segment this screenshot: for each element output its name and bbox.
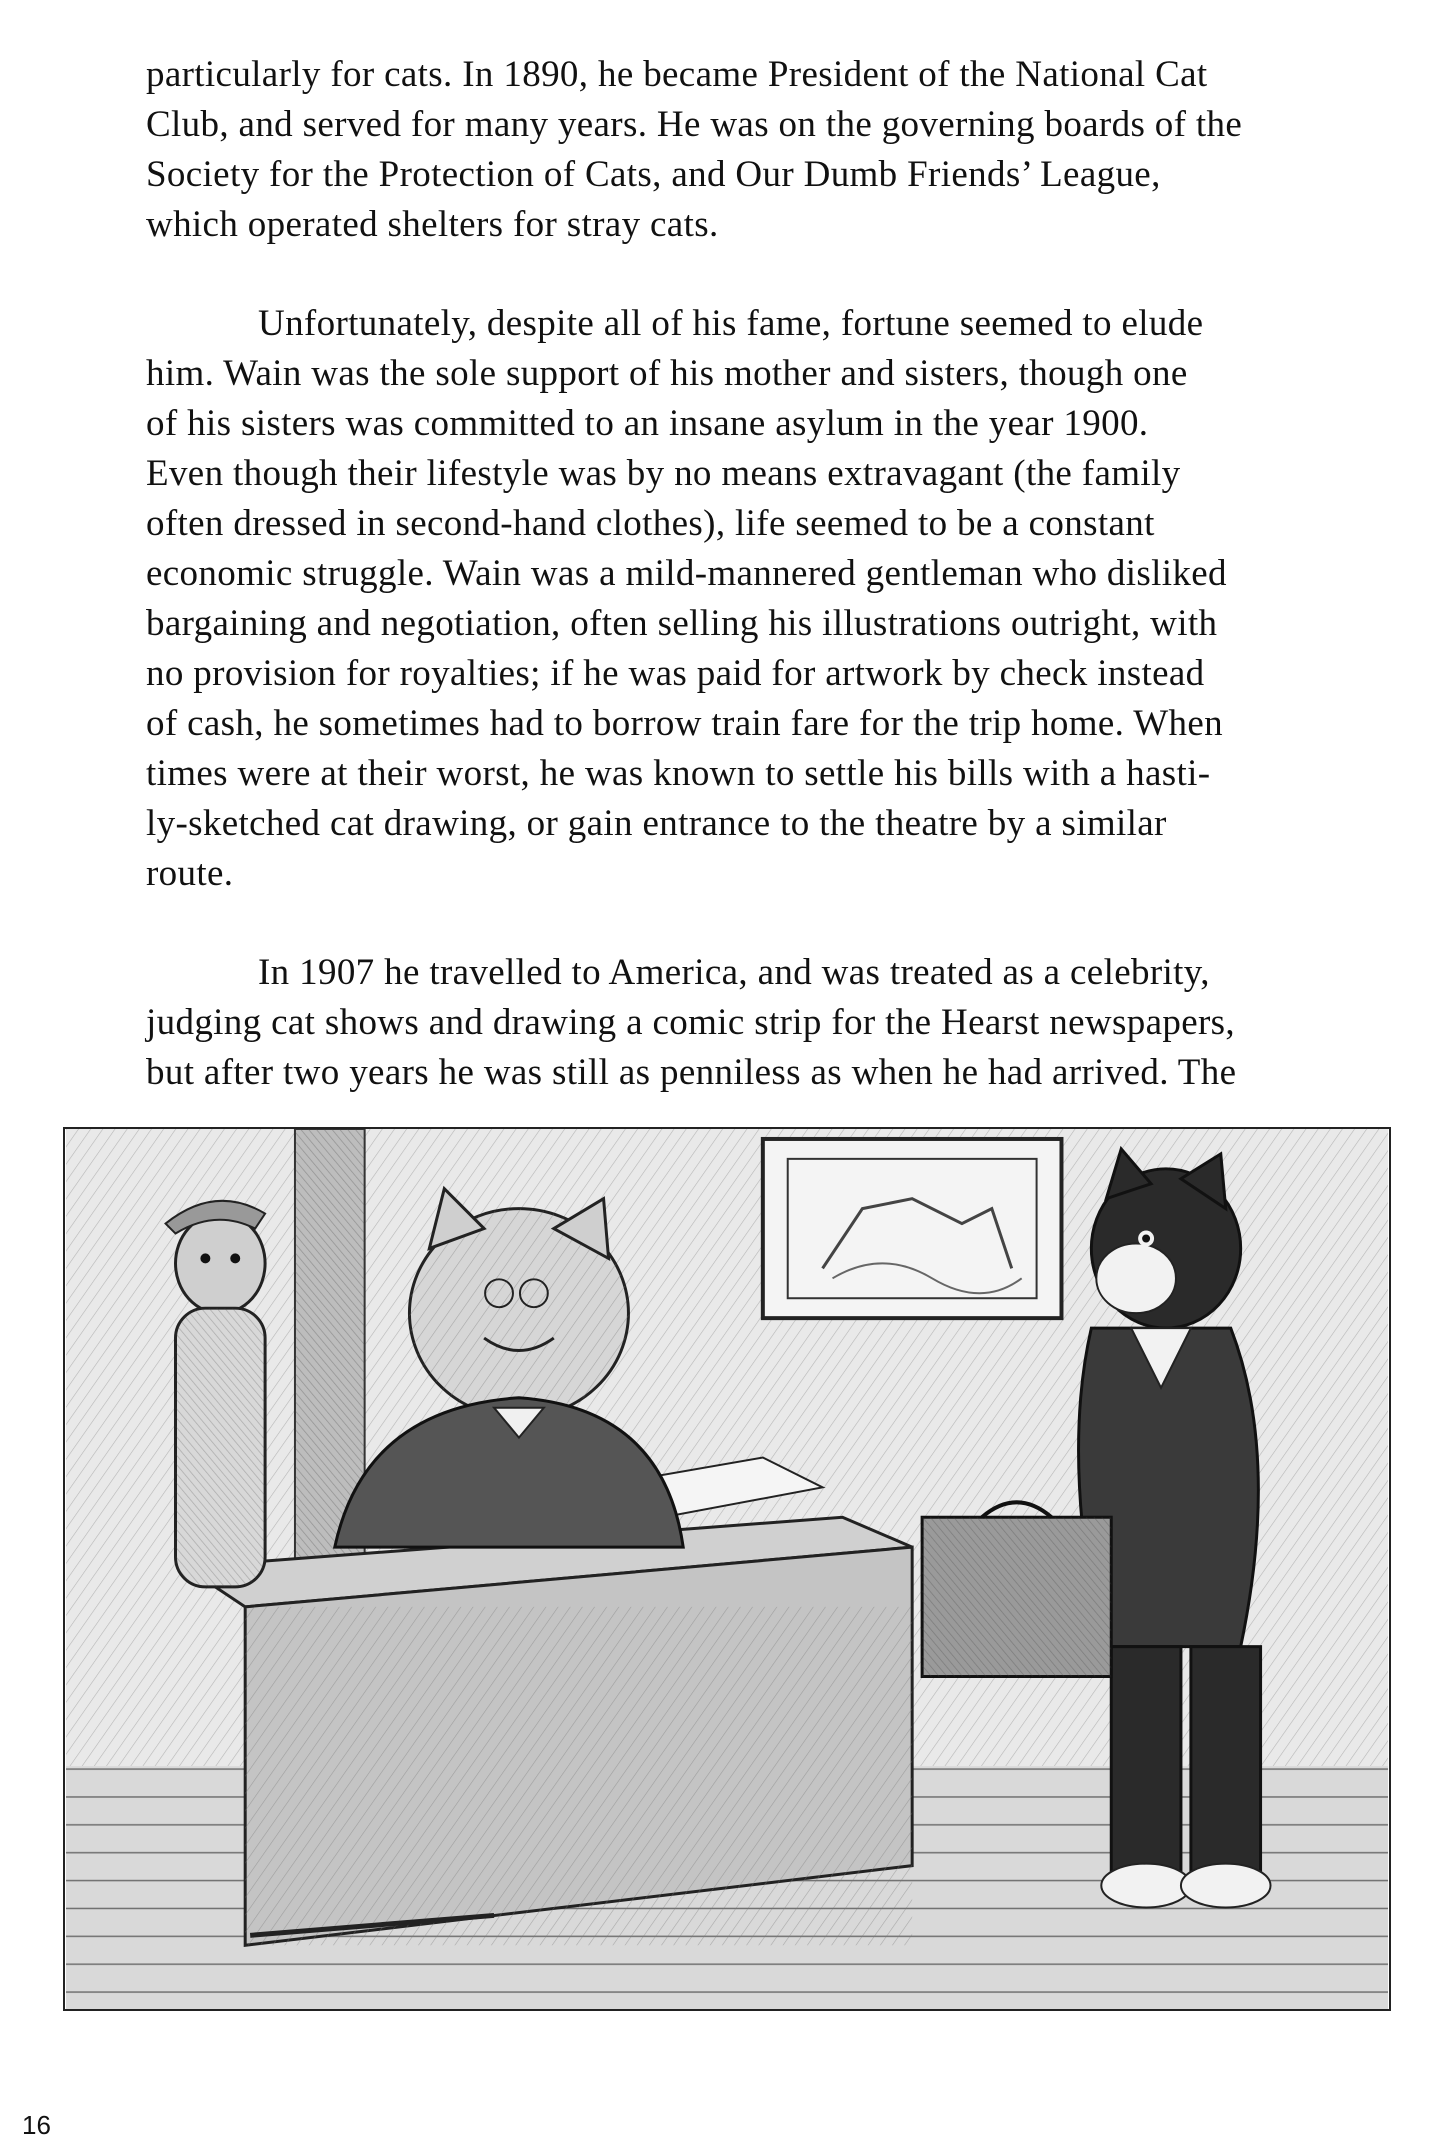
text-line: of his sisters was committed to an insane asylum in the year 1900. bbox=[146, 403, 1149, 444]
text-line: Even though their lifestyle was by no means extravagant (the family bbox=[146, 453, 1181, 494]
text-line: economic struggle. Wain was a mild-mannered gentleman who disliked bbox=[146, 553, 1227, 594]
text-line: In 1907 he travelled to America, and was treated as a celebrity, bbox=[258, 952, 1210, 993]
text-line: judging cat shows and drawing a comic strip for the Hearst newspapers, bbox=[146, 1002, 1235, 1043]
text-line: particularly for cats. In 1890, he became President of the National Cat bbox=[146, 54, 1208, 95]
text-line: times were at their worst, he was known to settle his bills with a hasti- bbox=[146, 753, 1211, 794]
text-line: but after two years he was still as penniless as when he had arrived. The bbox=[146, 1052, 1237, 1093]
text-line: him. Wain was the sole support of his mother and sisters, though one bbox=[146, 353, 1188, 394]
briefcase bbox=[922, 1502, 1111, 1676]
text-line: bargaining and negotiation, often selling his illustrations outright, with bbox=[146, 603, 1218, 644]
text-line: Unfortunately, despite all of his fame, fortune seemed to elude bbox=[258, 303, 1204, 344]
left-cat-figure bbox=[166, 1201, 266, 1587]
text-line: which operated shelters for stray cats. bbox=[146, 204, 719, 245]
text-line: often dressed in second-hand clothes), life seemed to be a constant bbox=[146, 503, 1155, 544]
body-text bbox=[146, 50, 1296, 1098]
page-number: 16 bbox=[22, 2110, 51, 2140]
text-line: ly-sketched cat drawing, or gain entrance to the theatre by a similar bbox=[146, 803, 1167, 844]
text-line: of cash, he sometimes had to borrow train fare for the trip home. When bbox=[146, 703, 1223, 744]
desk bbox=[185, 1517, 912, 1945]
wall-picture bbox=[763, 1139, 1062, 1318]
illustration-drawing bbox=[65, 1129, 1389, 2009]
text-line: route. bbox=[146, 853, 234, 894]
text-line: Society for the Protection of Cats, and Our Dumb Friends’ League, bbox=[146, 154, 1161, 195]
paragraph-gap bbox=[146, 899, 1296, 948]
cat-office-illustration bbox=[63, 1127, 1391, 2011]
paragraph-gap bbox=[146, 250, 1296, 299]
text-line: no provision for royalties; if he was paid for artwork by check instead bbox=[146, 653, 1205, 694]
text-line: Club, and served for many years. He was on the governing boards of the bbox=[146, 104, 1243, 145]
